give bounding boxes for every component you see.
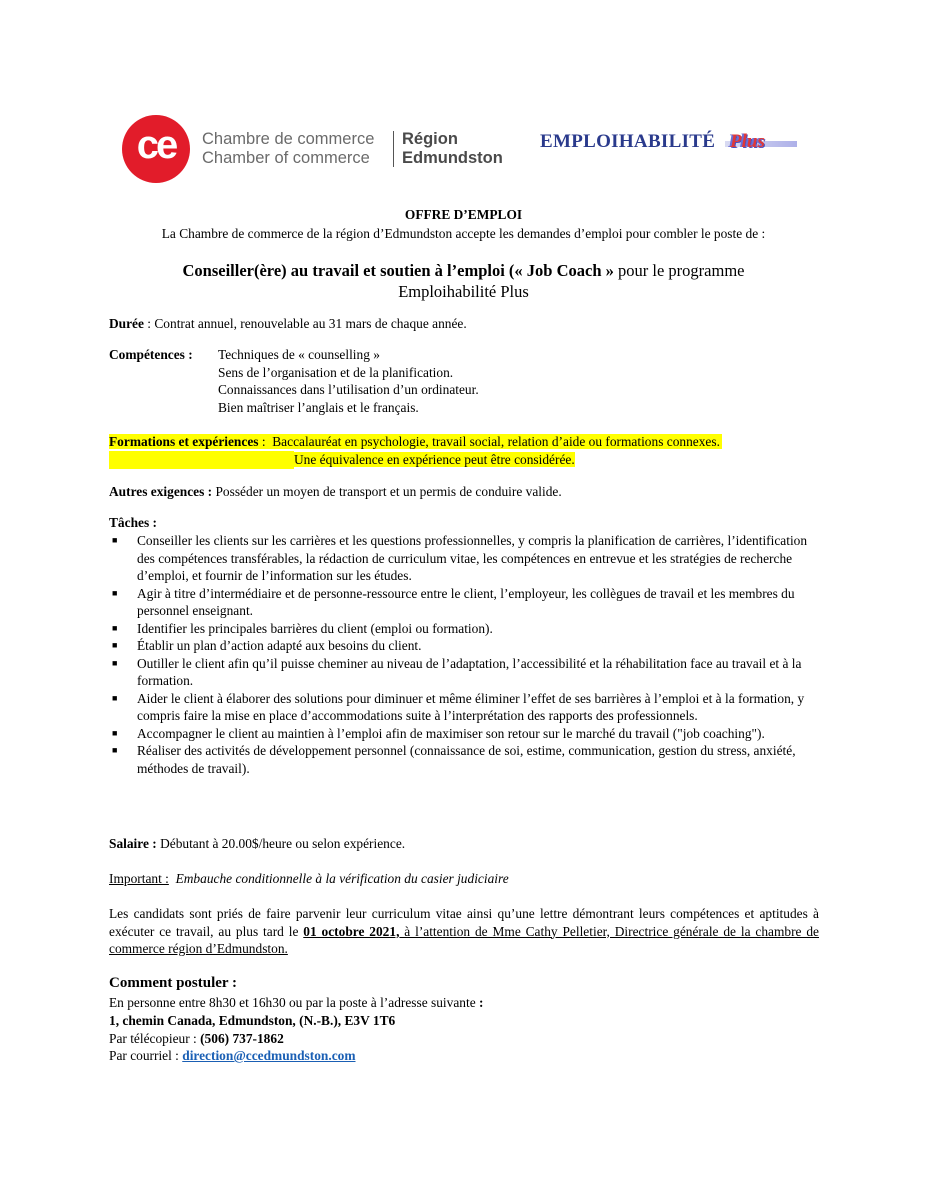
- list-item: ■ Accompagner le client au maintien à l’emploi afin de maximiser son retour sur le marché du travail ("job coaching").: [112, 725, 765, 741]
- bullet-icon: ■: [112, 727, 118, 738]
- postuler-address: 1, chemin Canada, Edmundston, (N.-B.), E3V 1T6: [109, 1013, 396, 1028]
- logo-divider: [393, 131, 394, 167]
- competence-item: Bien maîtriser l’anglais et le français.: [218, 399, 419, 415]
- important-line: [109, 870, 509, 888]
- competence-item: Sens de l’organisation et de la planification.: [218, 364, 454, 380]
- emploihabilite-plus-logo: Plus: [730, 131, 765, 152]
- region-line-1: Région: [402, 130, 458, 148]
- deadline-date: 01 octobre 2021,: [303, 923, 400, 939]
- duree-line: [109, 315, 467, 333]
- region-line-2: Edmundston: [402, 149, 503, 167]
- bullet-icon: ■: [112, 587, 118, 598]
- autres-label: Autres exigences :: [109, 484, 213, 499]
- competences-label: Compétences :: [109, 347, 193, 362]
- chamber-region: [402, 130, 503, 168]
- bullet-icon: ■: [112, 640, 118, 650]
- formations-text-1: Baccalauréat en psychologie, travail social, relation d’aide ou formations connexes.: [272, 434, 720, 449]
- bullet-icon: ■: [112, 657, 118, 668]
- position-title-bold: Conseiller(ère) au travail et soutien à l’emploi (« Job Coach »: [182, 261, 614, 280]
- important-label: Important :: [109, 871, 169, 886]
- emploihabilite-logo: EMPLOIHABILITÉ: [540, 131, 716, 152]
- salaire-label: Salaire :: [109, 836, 157, 851]
- salaire-line: [109, 835, 405, 853]
- duree-text: : Contrat annuel, renouvelable au 31 mars de chaque année.: [143, 316, 467, 331]
- autres-line: [109, 483, 562, 501]
- salaire-text: Débutant à 20.00$/heure ou selon expérience.: [156, 836, 406, 851]
- formations-text-2: Une équivalence en expérience peut être considérée.: [294, 452, 575, 467]
- postuler-heading: Comment postuler :: [109, 975, 238, 991]
- competence-item: Techniques de « counselling »: [218, 347, 380, 362]
- taches-list: [109, 532, 821, 777]
- position-title: [0, 260, 927, 281]
- chamber-logo: [122, 115, 190, 183]
- taches-label: Tâches :: [109, 515, 157, 530]
- candidats-attention: à l’attention de Mme Cathy Pelletier, Directrice générale de la chambre de commerce région d’Edmundston.: [109, 923, 819, 956]
- list-item: ■ Réaliser des activités de développement personnel (connaissance de soi, estime, communication, gestion du stress, anxiété, méthodes de travail).: [112, 743, 796, 776]
- fax-number: (506) 737-1862: [200, 1031, 284, 1046]
- list-item: ■ Conseiller les clients sur les carrières et les questions professionnelles, y compris la planification de carrières, l’identification des compétences transférables, la rédaction de curriculum vitae, les compétences en entrevue et les stratégies de recherche d’emploi, et fournir de l’information sur les études.: [112, 533, 808, 583]
- formations-line-1: Formations et expériences : Baccalauréat en psychologie, travail social, relation d’aide ou formations connexes.: [109, 434, 720, 449]
- candidats-paragraph: Les candidats sont priés de faire parvenir leur curriculum vitae ainsi qu’une lettre démontrant leurs compétences et aptitudes à exécuter ce travail, au plus tard le 01 octobre 2021, à l’attention de Mme Cathy Pelletier, Directrice générale de la chambre de commerce région d’Edmundston.: [109, 906, 819, 956]
- list-item: ■ Identifier les principales barrières du client (emploi ou formation).: [112, 620, 493, 636]
- formations-label: Formations et expériences: [109, 434, 259, 449]
- postuler-line-1: En personne entre 8h30 et 16h30 ou par la poste à l’adresse suivante :: [109, 995, 484, 1010]
- list-item: ■ Outiller le client afin qu’il puisse cheminer au niveau de l’adaptation, l’accessibilité et la réhabilitation face au travail et à la formation.: [112, 655, 802, 688]
- chamber-name-en: Chamber of commerce: [202, 149, 370, 167]
- position-program: Emploihabilité Plus: [398, 282, 529, 301]
- offer-intro: La Chambre de commerce de la région d’Edmundston accepte les demandes d’emploi pour combler le poste de :: [161, 226, 766, 241]
- postuler-email: [109, 1047, 356, 1065]
- important-text: Embauche conditionnelle à la vérification du casier judiciaire: [175, 871, 509, 886]
- postuler-fax: [109, 1030, 284, 1048]
- competences-list: [218, 346, 479, 416]
- fax-label: Par télécopieur :: [109, 1031, 201, 1046]
- chamber-name: [202, 130, 374, 168]
- chamber-name-fr: Chambre de commerce: [202, 130, 375, 148]
- bullet-icon: ■: [112, 535, 118, 545]
- offer-title: OFFRE D’EMPLOI: [404, 207, 523, 222]
- list-item: ■ Agir à titre d’intermédiaire et de personne-ressource entre le client, l’employeur, les collègues de travail et les membres du personnel enseignant.: [112, 585, 795, 618]
- bullet-icon: ■: [112, 692, 118, 703]
- bullet-icon: ■: [112, 622, 118, 633]
- list-item: ■ Aider le client à élaborer des solutions pour diminuer et même éliminer l’effet de ses barrières à l’emploi et à la formation, y compris faire la mise en place d’accommodations suite à l’interprétation des rapports des professionnels.: [112, 690, 805, 723]
- duree-label: Durée: [109, 316, 144, 331]
- competence-item: Connaissances dans l’utilisation d’un ordinateur.: [218, 382, 479, 397]
- chamber-logo-mark: ce: [136, 123, 176, 168]
- autres-text: Posséder un moyen de transport et un permis de conduire valide.: [212, 484, 562, 499]
- bullet-icon: ■: [112, 745, 118, 755]
- formations-line-2: [109, 451, 575, 469]
- email-link[interactable]: direction@ccedmundston.com: [182, 1048, 356, 1063]
- position-title-rest: pour le programme: [613, 261, 745, 280]
- email-label: Par courriel :: [109, 1048, 183, 1063]
- list-item: ■ Établir un plan d’action adapté aux besoins du client.: [112, 638, 422, 653]
